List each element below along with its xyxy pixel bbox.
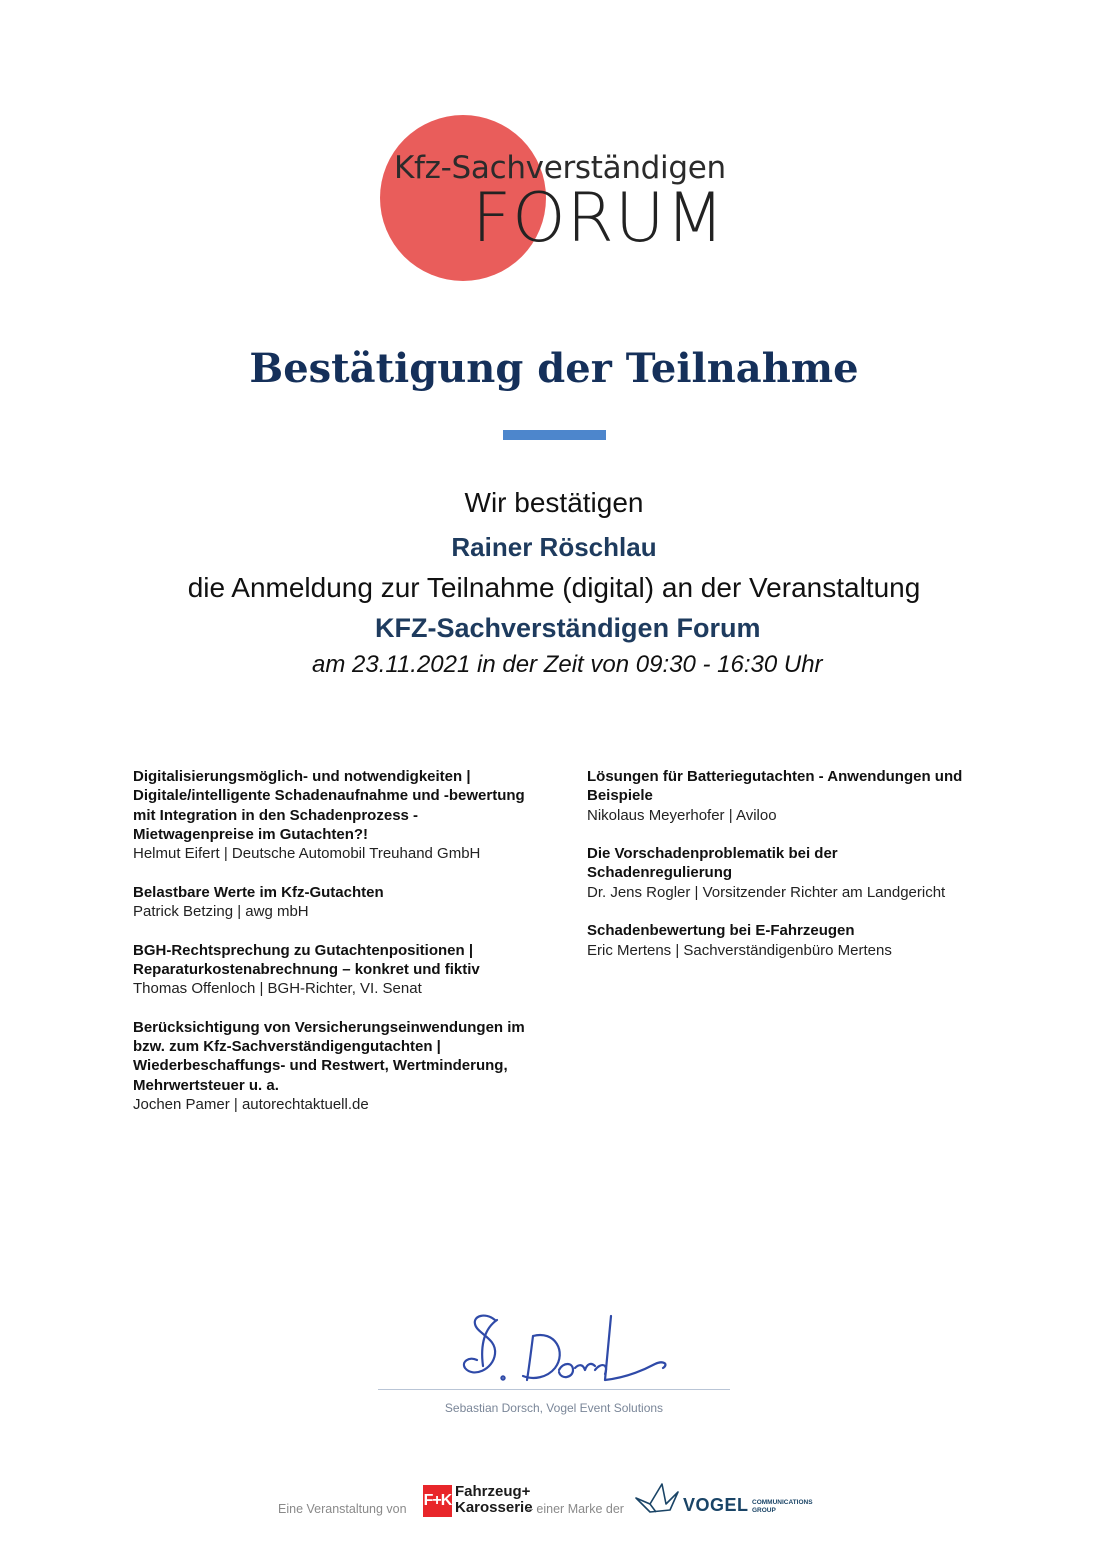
agenda-item-speaker: Patrick Betzing | awg mbH <box>133 903 309 921</box>
vogel-subtitle-line2: GROUP <box>752 1507 776 1514</box>
intro-text: Wir bestätigen <box>464 487 644 518</box>
agenda-item-speaker: Thomas Offenloch | BGH-Richter, VI. Senat <box>133 980 422 998</box>
footer-organizer-text: Eine Veranstaltung von <box>278 1502 407 1516</box>
agenda-item-title: Digitalisierungsmöglich- und notwendigkeiten | Digitale/intelligente Schadenaufnahme und -bewertung mit Integration in den Schadenprozess - Mietwagenpreise im Gutachten?! <box>133 768 525 843</box>
fk-logo-line2: Karosserie <box>455 1499 533 1516</box>
agenda-item-speaker: Eric Mertens | Sachverständigenbüro Mertens <box>587 941 892 959</box>
signer-name: Sebastian Dorsch, Vogel Event Solutions <box>444 1401 664 1415</box>
agenda-right-column <box>587 767 982 979</box>
agenda-item <box>133 883 528 922</box>
agenda-item <box>587 921 982 960</box>
agenda-item-title: Die Vorschadenproblematik bei der Schadenregulierung <box>587 845 838 882</box>
agenda-item-title: Belastbare Werte im Kfz-Gutachten <box>133 883 384 901</box>
agenda-item <box>133 941 528 999</box>
vogel-subtitle-line1: COMMUNICATIONS <box>752 1499 813 1506</box>
vogel-logo-name: VOGEL <box>683 1495 749 1515</box>
agenda-item-speaker: Helmut Eifert | Deutsche Automobil Treuhand GmbH <box>133 845 481 863</box>
agenda-left-column <box>133 767 528 1134</box>
participant-name: Rainer Röschlau <box>451 532 657 562</box>
agenda-item <box>133 1018 528 1114</box>
fk-logo-line1: Fahrzeug+ <box>455 1483 531 1500</box>
agenda-item-speaker: Jochen Pamer | autorechtaktuell.de <box>133 1096 369 1114</box>
event-name: KFZ-Sachverständigen Forum <box>375 613 761 643</box>
title-underline <box>503 430 606 440</box>
event-date-time: am 23.11.2021 in der Zeit von 09:30 - 16:30 Uhr <box>312 651 823 678</box>
page-title: Bestätigung der Teilnahme <box>249 345 859 392</box>
agenda-item <box>587 767 982 825</box>
logo-title: FORUM <box>472 179 726 258</box>
footer-brand-text: – einer Marke der <box>526 1502 624 1516</box>
logo-subtitle: Kfz-Sachverständigen <box>394 150 726 186</box>
agenda-item-speaker: Dr. Jens Rogler | Vorsitzender Richter am Landgericht <box>587 883 946 901</box>
vogel-bird-icon <box>632 1478 682 1518</box>
agenda-item-title: Schadenbewertung bei E-Fahrzeugen <box>587 922 855 940</box>
agenda-item-title: Lösungen für Batteriegutachten - Anwendungen und Beispiele <box>587 768 963 805</box>
fk-logo-badge: F+K <box>423 1485 452 1517</box>
signature-image <box>455 1308 680 1393</box>
vogel-logo-subtitle <box>752 1499 813 1515</box>
fk-logo-name <box>455 1484 533 1516</box>
agenda-item-speaker: Nikolaus Meyerhofer | Aviloo <box>587 806 777 824</box>
signature-line <box>378 1389 730 1390</box>
agenda-item <box>587 844 982 902</box>
registration-text: die Anmeldung zur Teilnahme (digital) an der Veranstaltung <box>187 572 921 603</box>
agenda-item <box>133 767 528 863</box>
agenda-item-title: BGH-Rechtsprechung zu Gutachtenpositionen | Reparaturkostenabrechnung – konkret und fiktiv <box>133 941 480 978</box>
agenda-item-title: Berücksichtigung von Versicherungseinwendungen im bzw. zum Kfz-Sachverständigengutachten | Wiederbeschaffungs- und Restwert, Wertminderung, Mehrwertsteuer u. a. <box>133 1018 525 1094</box>
